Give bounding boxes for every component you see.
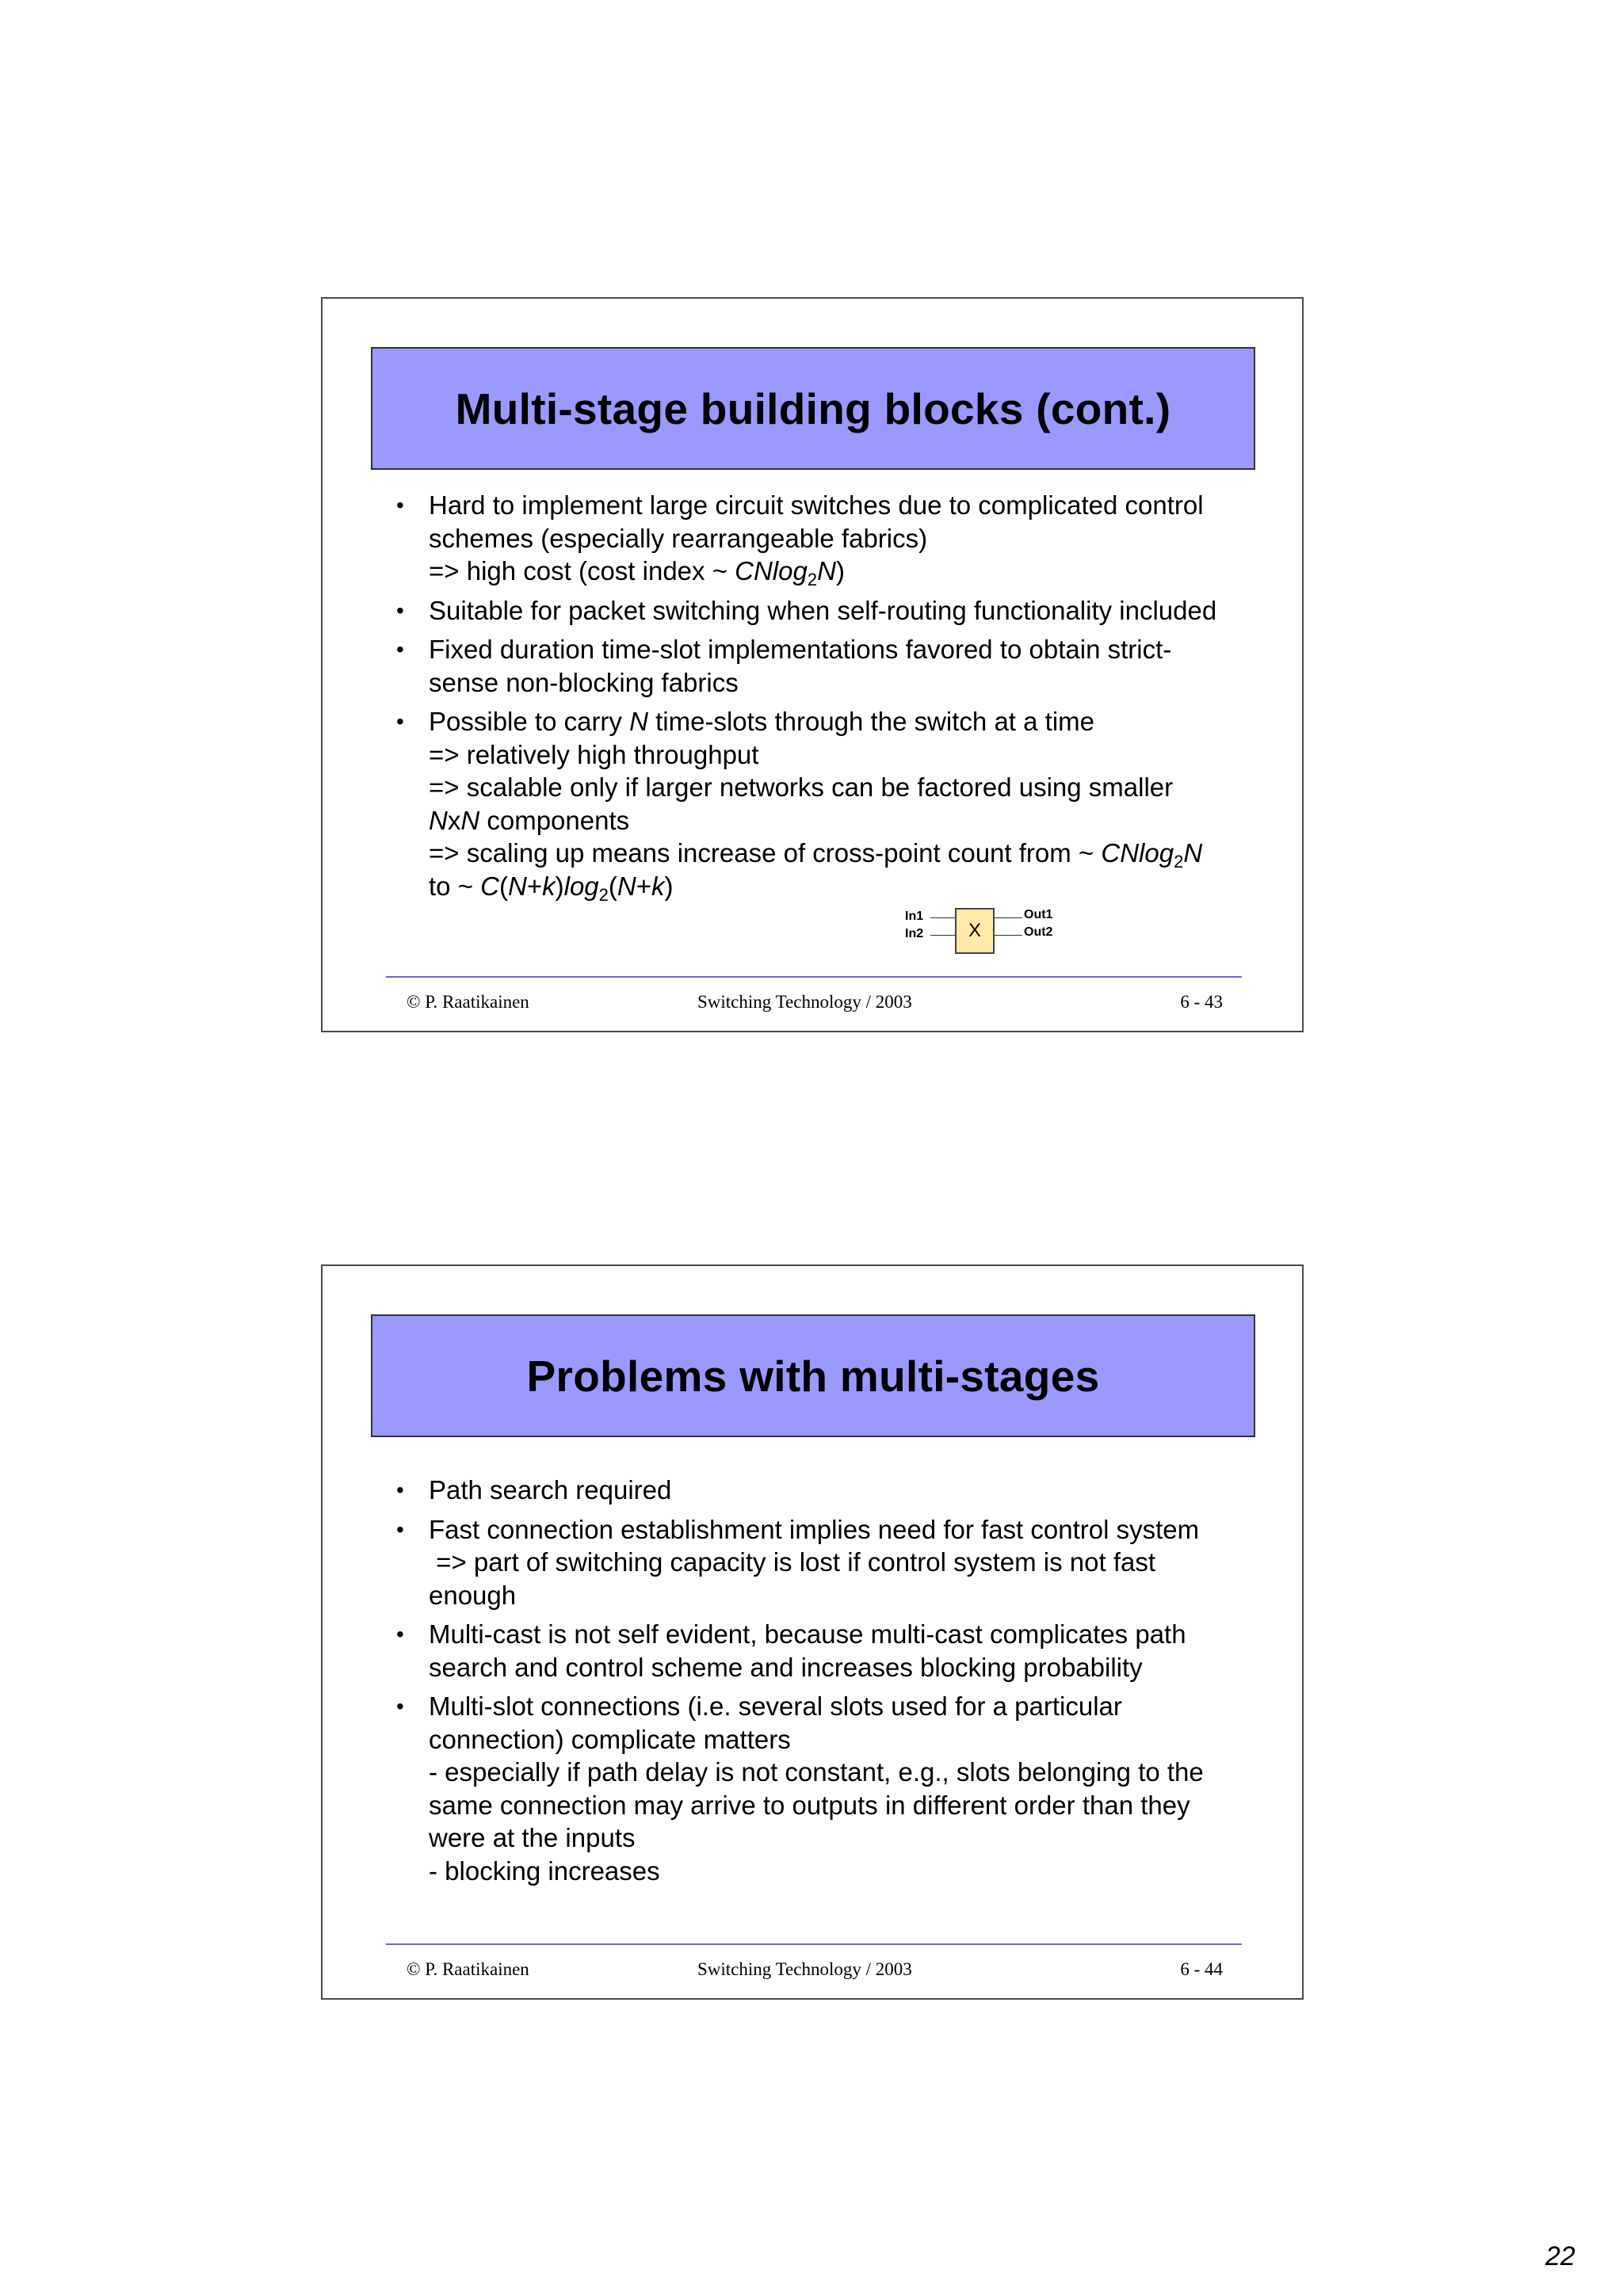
bullet-line: Multi-cast is not self evident, because multi-cast complicates path — [429, 1619, 1186, 1649]
bullet-dot: • — [396, 493, 404, 517]
bullet-dot: • — [396, 1478, 404, 1502]
slide-title: Multi-stage building blocks (cont.) — [455, 383, 1171, 433]
footer-author: © P. Raatikainen — [407, 992, 529, 1012]
bullet-item — [323, 489, 1302, 588]
bullet-list — [323, 489, 1302, 909]
bullet-line: Multi-slot connections (i.e. several slots used for a particular — [429, 1691, 1122, 1721]
bullet-line: schemes (especially rearrangeable fabrics) — [429, 523, 928, 553]
bullet-line: Fixed duration time-slot implementations favored to obtain strict- — [429, 635, 1172, 664]
bullet-dot: • — [396, 709, 404, 734]
bullet-line: same connection may arrive to outputs in different order than they — [429, 1790, 1190, 1820]
input-1-label: In1 — [905, 910, 924, 923]
bullet-line: - especially if path delay is not constant, e.g., slots belonging to the — [429, 1757, 1204, 1787]
bullet-item — [323, 1513, 1302, 1612]
bullet-line: => scaling up means increase of cross-point count from ~ CNlog$_2$N — [429, 838, 1203, 871]
bullet-line: enough — [429, 1580, 517, 1610]
bullet-dot: • — [396, 597, 404, 623]
output-2-wire — [995, 935, 1022, 936]
bullet-line: Hard to implement large circuit switches due to complicated control — [429, 490, 1204, 520]
output-1-wire — [995, 917, 1022, 918]
bullet-item — [323, 633, 1302, 699]
slide-6-44 — [321, 1264, 1304, 2000]
bullet-dot: • — [396, 1622, 404, 1646]
slide-6-43 — [321, 297, 1304, 1032]
slide-title-bar — [371, 347, 1255, 470]
bullet-item — [323, 1474, 1302, 1507]
footer-divider — [386, 976, 1242, 978]
slide-title: Problems with multi-stages — [526, 1351, 1100, 1401]
bullet-line: => part of switching capacity is lost if control system is not fast — [429, 1547, 1156, 1577]
output-1-label: Out1 — [1024, 908, 1053, 921]
bullet-line: - blocking increases — [429, 1855, 660, 1886]
bullet-dot: • — [396, 1516, 404, 1542]
bullet-line: Path search required — [429, 1475, 672, 1505]
output-2-label: Out2 — [1024, 925, 1053, 939]
bullet-line: were at the inputs — [429, 1823, 636, 1852]
slide-footer — [323, 992, 1302, 1016]
bullet-line: Fast connection establishment implies need for fast control system — [429, 1514, 1200, 1544]
footer-slide-number: 6 - 43 — [1180, 992, 1223, 1012]
slide-footer — [323, 1959, 1302, 1983]
bullet-item — [323, 705, 1302, 905]
bullet-dot: • — [396, 637, 404, 662]
bullet-dot: • — [396, 1694, 404, 1718]
input-1-wire — [930, 917, 955, 918]
footer-author: © P. Raatikainen — [407, 1959, 529, 1979]
bullet-item — [323, 1618, 1302, 1684]
bullet-line: => scalable only if larger networks can be factored using smaller — [429, 772, 1174, 802]
bullet-item — [323, 594, 1302, 627]
input-2-wire — [930, 935, 955, 936]
crossbar-box: X — [955, 908, 995, 954]
footer-divider — [386, 1943, 1242, 1945]
input-2-label: In2 — [905, 927, 924, 940]
bullet-line: sense non-blocking fabrics — [429, 667, 739, 697]
footer-course: Switching Technology / 2003 — [697, 992, 912, 1012]
bullet-line: Possible to carry N time-slots through the switch at a time — [429, 707, 1094, 736]
bullet-item — [323, 1690, 1302, 1887]
crossbar-element-diagram — [905, 905, 1071, 960]
bullet-line: => relatively high throughput — [429, 739, 759, 769]
bullet-line: => high cost (cost index ~ CNlog$_2$N) — [429, 556, 845, 589]
page-number: 22 — [1545, 2241, 1575, 2271]
slide-title-bar — [371, 1314, 1255, 1437]
bullet-line: search and control scheme and increases blocking probability — [429, 1652, 1143, 1682]
bullet-line: NxN components — [429, 805, 630, 835]
bullet-list — [323, 1474, 1302, 1894]
footer-slide-number: 6 - 44 — [1180, 1959, 1223, 1979]
footer-course: Switching Technology / 2003 — [697, 1959, 912, 1979]
bullet-line: to ~ $C(N+k)\log_2(N+k)$ — [429, 871, 674, 905]
bullet-line: Suitable for packet switching when self-routing functionality included — [429, 595, 1217, 625]
bullet-line: connection) complicate matters — [429, 1724, 791, 1754]
